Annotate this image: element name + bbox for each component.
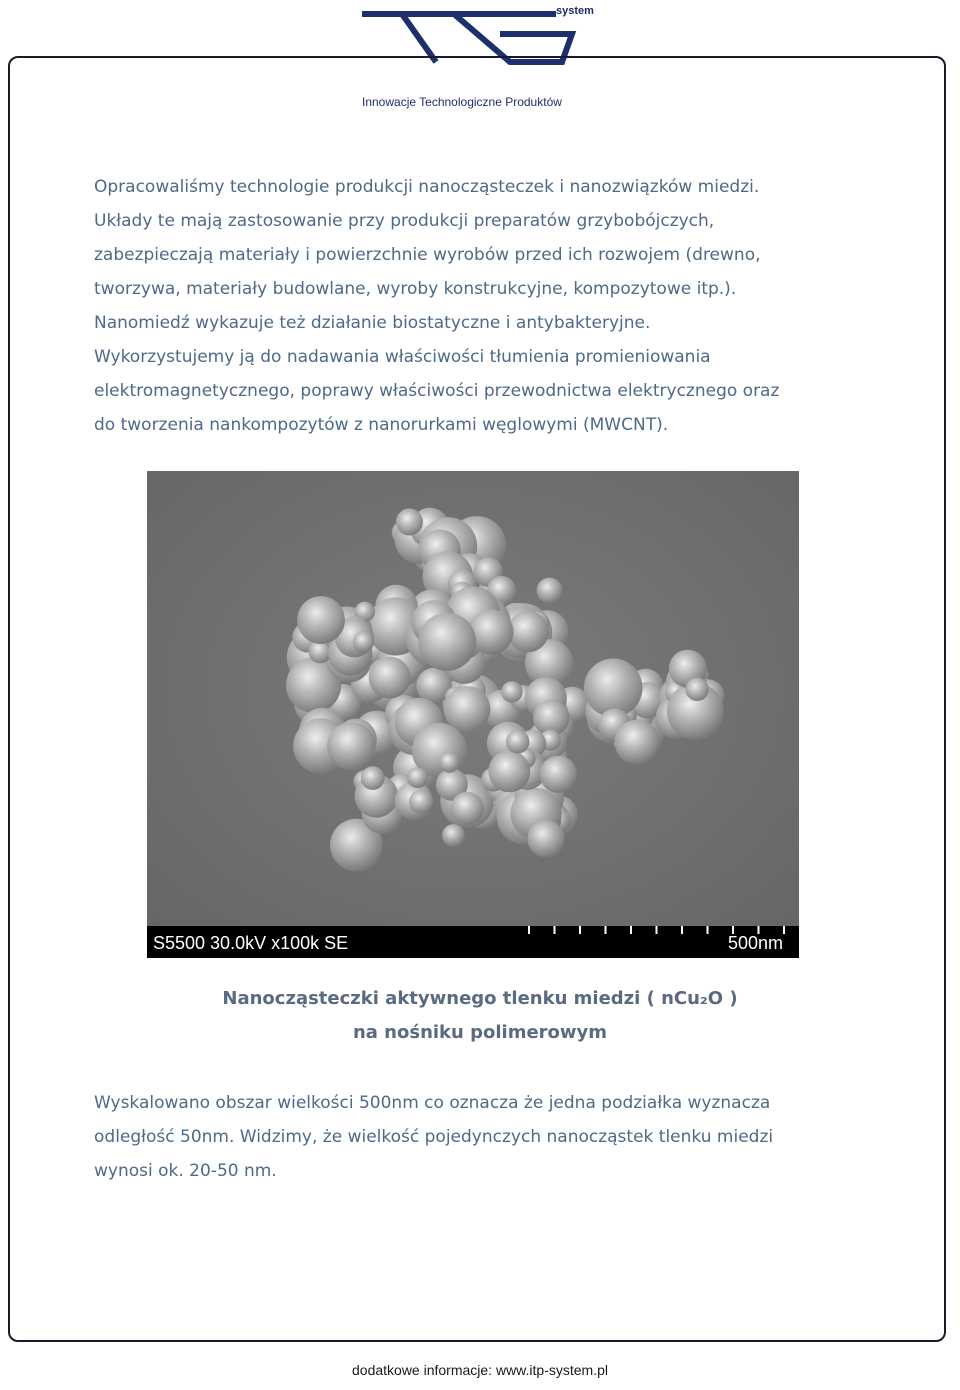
sem-micrograph (147, 471, 799, 958)
footer-contact: dodatkowe informacje: www.itp-system.pl (352, 1362, 608, 1378)
outro-line: wynosi ok. 20-50 nm. (94, 1161, 277, 1181)
outro-line: odległość 50nm. Widzimy, że wielkość pojedynczych nanocząstek tlenku miedzi (94, 1127, 774, 1147)
sem-info-bar (147, 926, 799, 958)
nanoparticle (418, 613, 476, 671)
intro-line: Nanomiedź wykazuje też działanie biostatyczne i antybakteryjne. (94, 313, 651, 333)
nanoparticle-cluster-image (147, 471, 799, 958)
nanoparticle (327, 722, 375, 770)
logo-tagline: Innowacje Technologiczne Produktów (362, 95, 562, 109)
nanoparticle (439, 752, 460, 773)
intro-paragraph (94, 170, 864, 442)
nanoparticle (507, 611, 548, 652)
nanoparticle (584, 659, 643, 718)
nanoparticle (537, 578, 563, 604)
intro-line: Układy te mają zastosowanie przy produkcji preparatów grzybobójczych, (94, 211, 715, 231)
intro-line: do tworzenia nankompozytów z nanorurkami węglowymi (MWCNT). (94, 415, 669, 435)
nanoparticle (501, 681, 522, 702)
nanoparticle (369, 657, 411, 699)
nanoparticle (615, 720, 660, 765)
nanoparticle (353, 631, 374, 652)
intro-line: Opracowaliśmy technologie produkcji nanocząsteczek i nanozwiązków miedzi. (94, 177, 760, 197)
nanoparticle (540, 756, 577, 793)
nanoparticle (407, 767, 428, 788)
intro-line: tworzywa, materiały budowlane, wyroby konstrukcyjne, kompozytowe itp.). (94, 279, 737, 299)
sem-scale-label: 500nm (727, 933, 783, 953)
nanoparticle (685, 678, 708, 701)
nanoparticle (297, 596, 345, 644)
image-caption-subtitle: na nośniku polimerowym (352, 1022, 608, 1043)
nanoparticle (361, 766, 385, 790)
intro-line: zabezpieczają materiały i powierzchnie wyrobów przed ich rozwojem (drewno, (94, 245, 761, 265)
nanoparticle (527, 820, 564, 857)
nanoparticle (396, 509, 423, 536)
nanoparticle (451, 792, 484, 825)
sem-info-label: S5500 30.0kV x100k SE (153, 933, 349, 953)
nanoparticle (409, 790, 433, 814)
outro-line: Wyskalowano obszar wielkości 500nm co oznacza że jedna podziałka wyznacza (94, 1093, 771, 1113)
intro-line: elektromagnetycznego, poprawy właściwości przewodnictwa elektrycznego oraz (94, 381, 780, 401)
nanoparticle (506, 730, 529, 753)
nanoparticle (442, 824, 465, 847)
scale-explanation-paragraph (94, 1086, 864, 1188)
nanoparticle (488, 750, 530, 792)
intro-line: Wykorzystujemy ją do nadawania właściwości tłumienia promieniowania (94, 347, 711, 367)
image-caption-title: Nanocząsteczki aktywnego tlenku miedzi ( nCu₂O ) (222, 988, 738, 1009)
logo-brand-text: system (556, 5, 594, 17)
